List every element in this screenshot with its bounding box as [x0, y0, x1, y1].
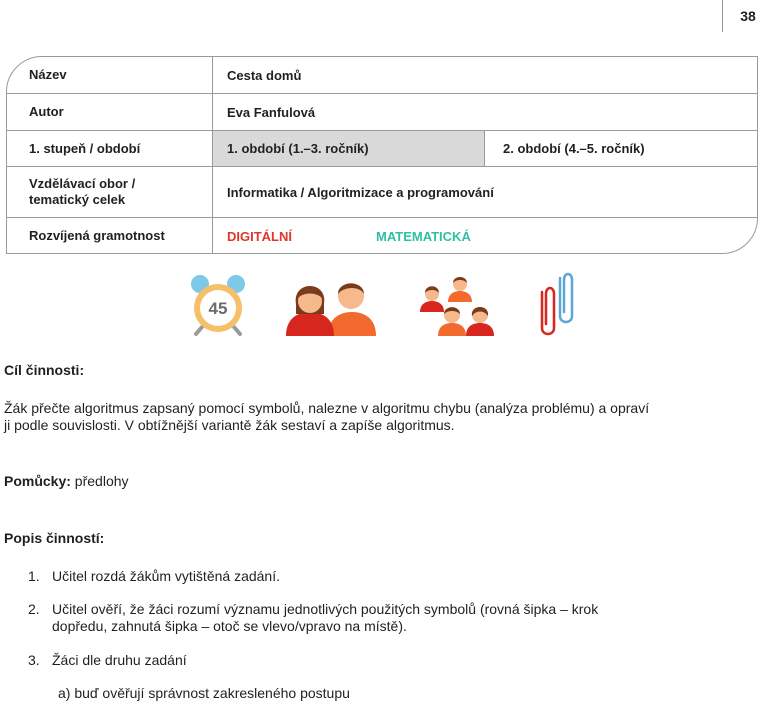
- goal-heading: Cíl činnosti:: [4, 362, 85, 378]
- list-item-text-continued: dopředu, zahnutá šipka – otoč se vlevo/vpravo na místě).: [52, 618, 407, 634]
- list-item-number: 1.: [28, 568, 40, 584]
- title-label: Název: [7, 57, 213, 93]
- goal-line-1: Žák přečte algoritmus zapsaný pomocí symbolů, nalezne v algoritmu chybu (analýza problému) a opraví: [4, 400, 650, 416]
- table-row-author: [7, 93, 757, 130]
- pair-icon: [284, 274, 376, 336]
- field-label-line1: Vzdělávací obor /: [29, 176, 136, 191]
- author-value: Eva Fanfulová: [227, 104, 316, 120]
- literacy-label: Rozvíjená gramotnost: [7, 218, 213, 254]
- list-item-number: 3.: [28, 652, 40, 668]
- activity-info-table: [6, 56, 758, 254]
- list-item-text: Učitel ověří, že žáci rozumí významu jednotlivých použitých symbolů (rovná šipka – krok: [52, 601, 599, 617]
- field-value: Informatika / Algoritmizace a programování: [227, 184, 494, 200]
- clock-minutes: 45: [208, 299, 228, 318]
- grade-option-1-selected: 1. období (1.–3. ročník): [213, 131, 485, 166]
- literacy-digital: DIGITÁLNÍ: [227, 228, 292, 244]
- literacy-math: MATEMATICKÁ: [376, 228, 471, 244]
- sub-list-item: a) buď ověřují správnost zakresleného postupu: [58, 685, 350, 701]
- title-value: Cesta domů: [227, 67, 302, 83]
- alarm-clock-icon: [188, 272, 248, 336]
- group-icon: [418, 272, 494, 336]
- list-item-text: Učitel rozdá žákům vytištěná zadání.: [52, 568, 280, 584]
- goal-line-2: ji podle souvislosti. V obtížnější variantě žák sestaví a zapíše algoritmus.: [4, 417, 455, 433]
- field-label-line2: tematický celek: [29, 192, 126, 207]
- grade-label: 1. stupeň / období: [7, 131, 213, 166]
- page-number: 38: [722, 0, 772, 32]
- table-row-literacy: [7, 217, 757, 254]
- literacy-values: [213, 218, 757, 254]
- list-item-text: Žáci dle druhu zadání: [52, 652, 187, 668]
- table-row-grade: [7, 130, 757, 166]
- tools-value: předlohy: [70, 473, 129, 489]
- activity-icons: [0, 268, 772, 340]
- table-row-field: [7, 166, 757, 217]
- table-row-title: [7, 57, 757, 93]
- description-heading: Popis činností:: [4, 530, 105, 546]
- field-label: [7, 167, 213, 217]
- author-label: Autor: [7, 94, 213, 130]
- tools-label: Pomůcky:: [4, 473, 71, 489]
- list-item-number: 2.: [28, 601, 40, 617]
- grade-option-2: 2. období (4.–5. ročník): [503, 141, 645, 156]
- paperclips-icon: [536, 270, 580, 336]
- tools-paragraph: [4, 473, 129, 490]
